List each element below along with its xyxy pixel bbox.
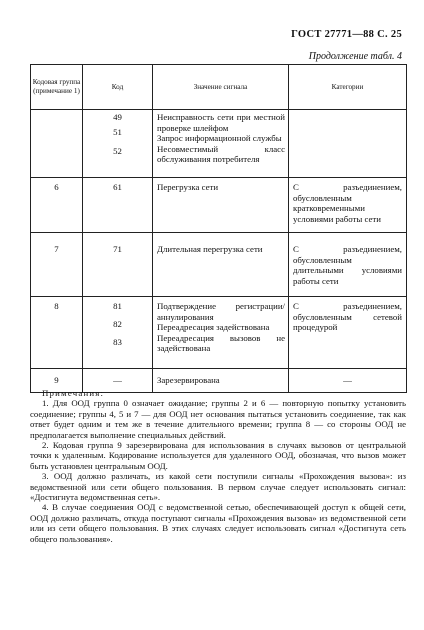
note-item: 4. В случае соединения ООД с ведомственной сетью, обеспечивающей доступ к общей сети, ООД должно различать, откуда поступают сигналы «Прохождения вызова» из ведомственной сети или из сети общего пользования. В этих случаях следует использовать сигнал «Достигнута сеть общего пользования». bbox=[30, 502, 406, 544]
signal-table bbox=[30, 64, 407, 393]
signal-cell: Длительная перегрузка сети bbox=[153, 233, 289, 297]
code-value: 49 bbox=[113, 112, 122, 122]
signal-cell bbox=[153, 297, 289, 369]
group-cell: 9 bbox=[31, 369, 83, 393]
code-cell bbox=[83, 110, 153, 178]
table-row bbox=[31, 178, 407, 233]
notes-section bbox=[30, 388, 406, 544]
signal-text: Подтверждение регистрации/аннулирования bbox=[157, 301, 285, 322]
code-value: 81 bbox=[113, 301, 122, 311]
category-cell: С разъединением, обусловленным кратковременными условиями работы сети bbox=[289, 178, 407, 233]
signal-cell: Зарезервирована bbox=[153, 369, 289, 393]
code-cell: 61 bbox=[83, 178, 153, 233]
code-value: 83 bbox=[113, 337, 122, 347]
code-value: 82 bbox=[113, 319, 122, 329]
col-header-category: Категории bbox=[289, 65, 407, 110]
code-value: 52 bbox=[113, 146, 122, 156]
col-header-code: Код bbox=[83, 65, 153, 110]
group-cell: 8 bbox=[31, 297, 83, 369]
category-cell: С разъединением, обусловленным длительными условиями работы сети bbox=[289, 233, 407, 297]
code-value: 51 bbox=[113, 127, 122, 137]
note-item: 2. Кодовая группа 9 зарезервирована для использования в случаях вызовов от центральной точки к удаленным. Кодирование используется для удаленного ООД, обозначая, что вызов может быть установлен центральным ООД. bbox=[30, 440, 406, 471]
notes-title: Примечания: bbox=[42, 388, 105, 398]
signal-text: Переадресация задействована bbox=[157, 322, 270, 333]
signal-cell: Перегрузка сети bbox=[153, 178, 289, 233]
col-header-signal: Значение сигнала bbox=[153, 65, 289, 110]
table-row bbox=[31, 297, 407, 369]
col-header-group: Кодовая группа (примечание 1) bbox=[31, 65, 83, 110]
group-cell: 7 bbox=[31, 233, 83, 297]
category-cell: — bbox=[289, 369, 407, 393]
category-cell: С разъединением, обусловленным сетевой процедурой bbox=[289, 297, 407, 369]
signal-cell bbox=[153, 110, 289, 178]
table-row bbox=[31, 110, 407, 178]
signal-text: Переадресация вызовов не задействована bbox=[157, 332, 285, 354]
signal-text: Запрос информационной службы bbox=[157, 133, 282, 144]
table-continuation-label: Продолжение табл. 4 bbox=[308, 51, 402, 62]
note-item: 1. Для ООД группа 0 означает ожидание; группы 2 и 6 — повторную попытку установить соединение; группы 4, 5 и 7 — для ООД нет основания пытаться установить соединение, так как ответ будет одним и тем же в течение длительного времени; группа 8 — со стороны ООД не предполагается выполнение специальных действий. bbox=[30, 398, 406, 440]
code-cell: 71 bbox=[83, 233, 153, 297]
table-row bbox=[31, 233, 407, 297]
code-cell: — bbox=[83, 369, 153, 393]
table-header-row bbox=[31, 65, 407, 110]
page-header: ГОСТ 27771—88 С. 25 bbox=[291, 29, 402, 40]
group-cell: 6 bbox=[31, 178, 83, 233]
signal-text: Неисправность сети при местной проверке шлейфом bbox=[157, 112, 285, 133]
note-item: 3. ООД должно различать, из какой сети поступили сигналы «Прохождения вызова»: из ведомственной или сети общего пользования. В первом случае следует использовать сигнал: «Достигнута ведомственная сеть». bbox=[30, 471, 406, 503]
signal-text: Несовместимый класс обслуживания потребителя bbox=[157, 143, 285, 165]
group-cell bbox=[31, 110, 83, 178]
code-cell bbox=[83, 297, 153, 369]
category-cell bbox=[289, 110, 407, 178]
